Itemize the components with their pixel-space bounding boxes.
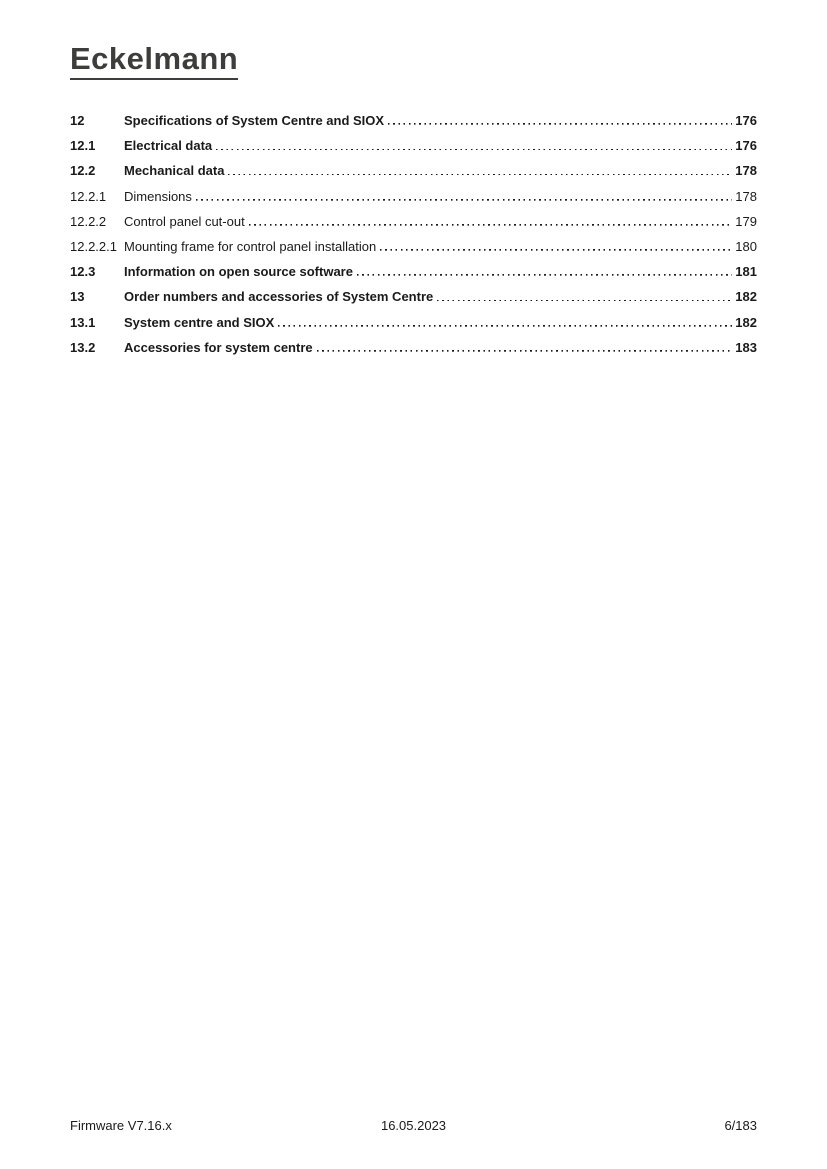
dot-leader: [437, 299, 732, 301]
toc-entry-page: 179: [735, 213, 757, 229]
toc-entry-page: 180: [735, 238, 757, 254]
toc-entry-number: 12.1: [70, 138, 96, 154]
dot-leader: [228, 173, 732, 175]
toc-entry-page: 176: [735, 113, 757, 128]
toc-entry-page: 181: [735, 264, 757, 280]
dot-leader: [380, 249, 732, 251]
dot-leader: [249, 224, 733, 226]
toc-entry-title: Mechanical data: [124, 163, 225, 179]
toc-entry-number: 13.1: [70, 314, 96, 330]
toc-entry-title: Dimensions: [124, 188, 192, 204]
toc-entry[interactable]: [70, 234, 757, 259]
toc-entry[interactable]: [70, 158, 757, 183]
page-footer: [70, 1118, 757, 1133]
dot-leader: [388, 123, 732, 125]
toc-entry-page: 176: [735, 138, 757, 154]
toc-entry[interactable]: [70, 284, 757, 309]
toc-entry-page: 178: [735, 188, 757, 204]
toc-entry-page: 183: [735, 339, 757, 355]
toc-entry[interactable]: [70, 133, 757, 158]
toc-entry[interactable]: [70, 310, 757, 335]
toc-entry[interactable]: [70, 184, 757, 209]
toc-entry-title: Electrical data: [124, 138, 213, 154]
toc-entry[interactable]: [70, 259, 757, 284]
footer-page-number: 6/183: [724, 1118, 757, 1133]
dot-leader: [216, 148, 732, 150]
toc-entry-page: 182: [735, 314, 757, 330]
toc-entry-title: Order numbers and accessories of System Centre: [124, 289, 434, 305]
dot-leader: [357, 274, 732, 276]
toc-entry-number: 12.2.1: [70, 188, 107, 204]
toc-entry-number: 12.2.2.1: [70, 238, 117, 254]
toc-entry-number: 12: [70, 113, 85, 128]
toc-entry-number: 13: [70, 289, 85, 305]
toc-entry-page: 182: [735, 289, 757, 305]
toc-entry-number: 12.2.2: [70, 213, 107, 229]
toc-entry-title: Specifications of System Centre and SIOX: [124, 113, 385, 128]
toc-entry[interactable]: [70, 108, 757, 133]
footer-firmware-version: Firmware V7.16.x: [70, 1118, 172, 1133]
table-of-contents: [70, 108, 757, 360]
dot-leader: [317, 350, 733, 352]
toc-entry-number: 12.3: [70, 264, 96, 280]
toc-entry-title: System centre and SIOX: [124, 314, 275, 330]
toc-entry-number: 12.2: [70, 163, 96, 179]
dot-leader: [278, 325, 732, 327]
toc-entry[interactable]: [70, 209, 757, 234]
toc-entry-title: Control panel cut-out: [124, 213, 245, 229]
toc-entry-title: Mounting frame for control panel installation: [124, 238, 377, 254]
footer-date: 16.05.2023: [380, 1118, 447, 1133]
toc-entry-number: 13.2: [70, 339, 96, 355]
logo: [70, 42, 238, 80]
toc-entry-page: 178: [735, 163, 757, 179]
dot-leader: [196, 199, 732, 201]
toc-entry[interactable]: [70, 335, 757, 360]
toc-entry-title: Information on open source software: [124, 264, 353, 280]
logo-text: Eckelmann: [70, 42, 238, 80]
toc-entry-title: Accessories for system centre: [124, 339, 313, 355]
